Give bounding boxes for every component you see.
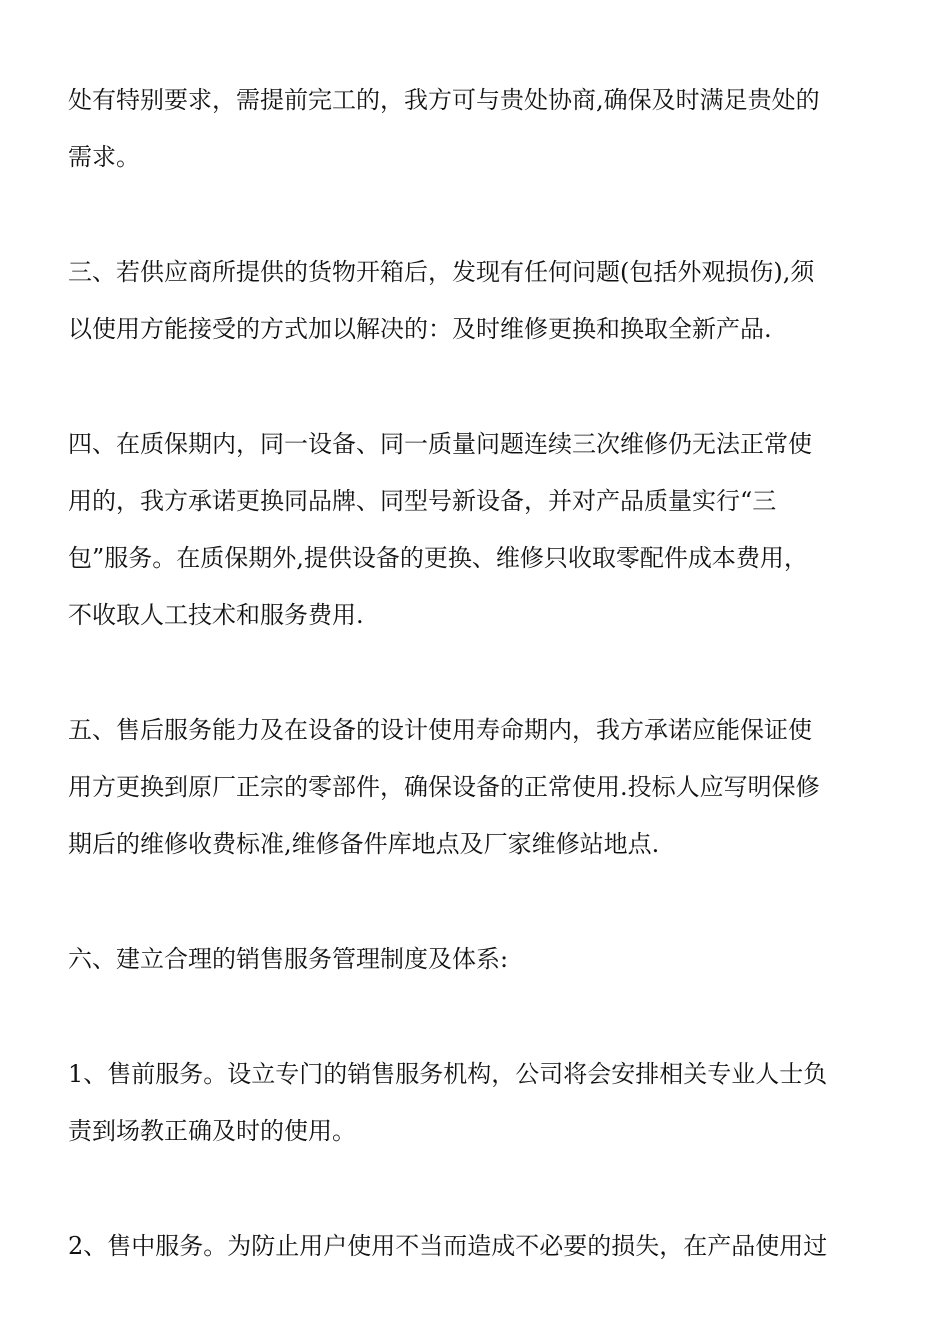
paragraph-section-five [68,702,883,873]
text-line: 六、建立合理的销售服务管理制度及体系: [68,945,509,973]
text-line: 四、在质保期内，同一设备、同一质量问题连续三次维修仍无法正常使 [68,430,812,458]
text-line: 处有特别要求，需提前完工的，我方可与贵处协商,确保及时满足贵处的 [68,86,820,114]
text-line: 1、售前服务。设立专门的销售服务机构，公司将会安排相关专业人士负 [68,1060,828,1088]
text-line: 用方更换到原厂正宗的零部件，确保设备的正常使用.投标人应写明保修 [68,773,820,801]
paragraph-pre-sales-service [68,1046,883,1160]
paragraph-completion-timing [68,72,883,186]
text-line: 2、售中服务。为防止用户使用不当而造成不必要的损失，在产品使用过 [68,1232,828,1260]
text-line: 不收取人工技术和服务费用. [68,601,364,629]
document-body [68,72,883,1275]
text-line: 包”服务。在质保期外,提供设备的更换、维修只收取零配件成本费用， [68,544,808,572]
paragraph-section-three [68,244,883,358]
text-line: 期后的维修收费标准,维修备件库地点及厂家维修站地点. [68,830,660,858]
paragraph-section-four [68,416,883,644]
text-line: 五、售后服务能力及在设备的设计使用寿命期内，我方承诺应能保证使 [68,716,812,744]
text-line: 需求。 [68,143,140,171]
text-line: 责到场教正确及时的使用。 [68,1117,356,1145]
text-line: 用的，我方承诺更换同品牌、同型号新设备，并对产品质量实行“三 [68,487,777,515]
text-line: 三、若供应商所提供的货物开箱后，发现有任何问题(包括外观损伤),须 [68,258,815,286]
paragraph-section-six-heading [68,931,883,988]
text-line: 以使用方能接受的方式加以解决的：及时维修更换和换取全新产品. [68,315,772,343]
paragraph-in-sales-service [68,1218,883,1275]
